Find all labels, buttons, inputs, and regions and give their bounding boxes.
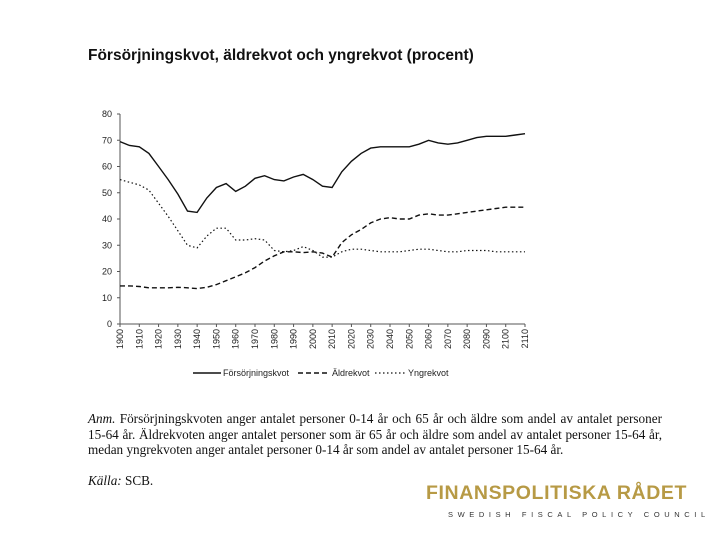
y-tick-label: 80 — [101, 109, 112, 119]
x-tick-label: 1990 — [288, 329, 299, 350]
fiscal-council-logo — [426, 482, 710, 519]
chart-title: Försörjningskvot, äldrekvot och yngrekvot (procent) — [88, 47, 474, 64]
series-line-3 — [120, 180, 525, 258]
x-tick-label: 1980 — [269, 329, 280, 350]
x-tick-label: 1960 — [230, 329, 241, 350]
x-tick-label: 2010 — [327, 329, 338, 350]
y-tick-label: 20 — [101, 266, 112, 277]
note-label: Anm. — [88, 411, 116, 426]
x-tick-label: 2070 — [442, 329, 453, 350]
series-line-2 — [120, 207, 525, 288]
note-text: Försörjningskvoten anger antalet personer 0-14 år och 65 år och äldre som andel av antalet personer 15-64 år. Äldrekvoten anger antalet personer som är 65 år och äldre som andel av antalet personer 15-64 år, medan yngrekvoten anger antalet personer 0-14 år som andel av antalet personer 15-64 år. — [88, 411, 662, 457]
x-tick-label: 2090 — [481, 329, 492, 350]
logo-tagline: SWEDISH FISCAL POLICY COUNCIL — [448, 510, 710, 519]
legend-label-2: Äldrekvot — [332, 368, 370, 378]
x-tick-label: 1950 — [211, 329, 222, 350]
x-tick-label: 2000 — [307, 329, 318, 350]
logo-name: FINANSPOLITISKA RÅDET — [426, 482, 688, 504]
x-tick-label: 2110 — [520, 329, 530, 349]
x-tick-label: 2100 — [500, 329, 511, 350]
source-text: SCB. — [121, 473, 154, 488]
y-tick-label: 40 — [101, 214, 112, 224]
y-tick-label: 0 — [106, 319, 112, 329]
x-tick-label: 2030 — [365, 329, 376, 350]
x-tick-label: 2060 — [423, 329, 434, 350]
y-tick-label: 50 — [101, 187, 112, 198]
x-tick-label: 1940 — [192, 329, 203, 350]
chart-note — [88, 411, 662, 458]
x-tick-label: 2020 — [346, 329, 357, 350]
legend-label-1: Försörjningskvot — [223, 368, 290, 378]
y-tick-label: 70 — [101, 135, 112, 146]
x-tick-label: 1900 — [115, 329, 125, 350]
source-label: Källa: — [88, 473, 122, 488]
chart-source — [88, 473, 153, 489]
x-tick-label: 1970 — [250, 329, 260, 350]
legend-label-3: Yngrekvot — [408, 368, 449, 378]
x-tick-label: 1920 — [153, 329, 164, 350]
series-line-1 — [120, 134, 525, 213]
y-tick-label: 10 — [101, 292, 112, 303]
y-tick-label: 30 — [101, 240, 112, 251]
x-tick-label: 2040 — [385, 329, 395, 350]
y-tick-label: 60 — [101, 161, 112, 172]
x-tick-label: 2080 — [462, 329, 473, 350]
x-tick-label: 1930 — [172, 329, 183, 350]
x-tick-label: 2050 — [404, 329, 415, 350]
x-tick-label: 1910 — [134, 329, 145, 350]
